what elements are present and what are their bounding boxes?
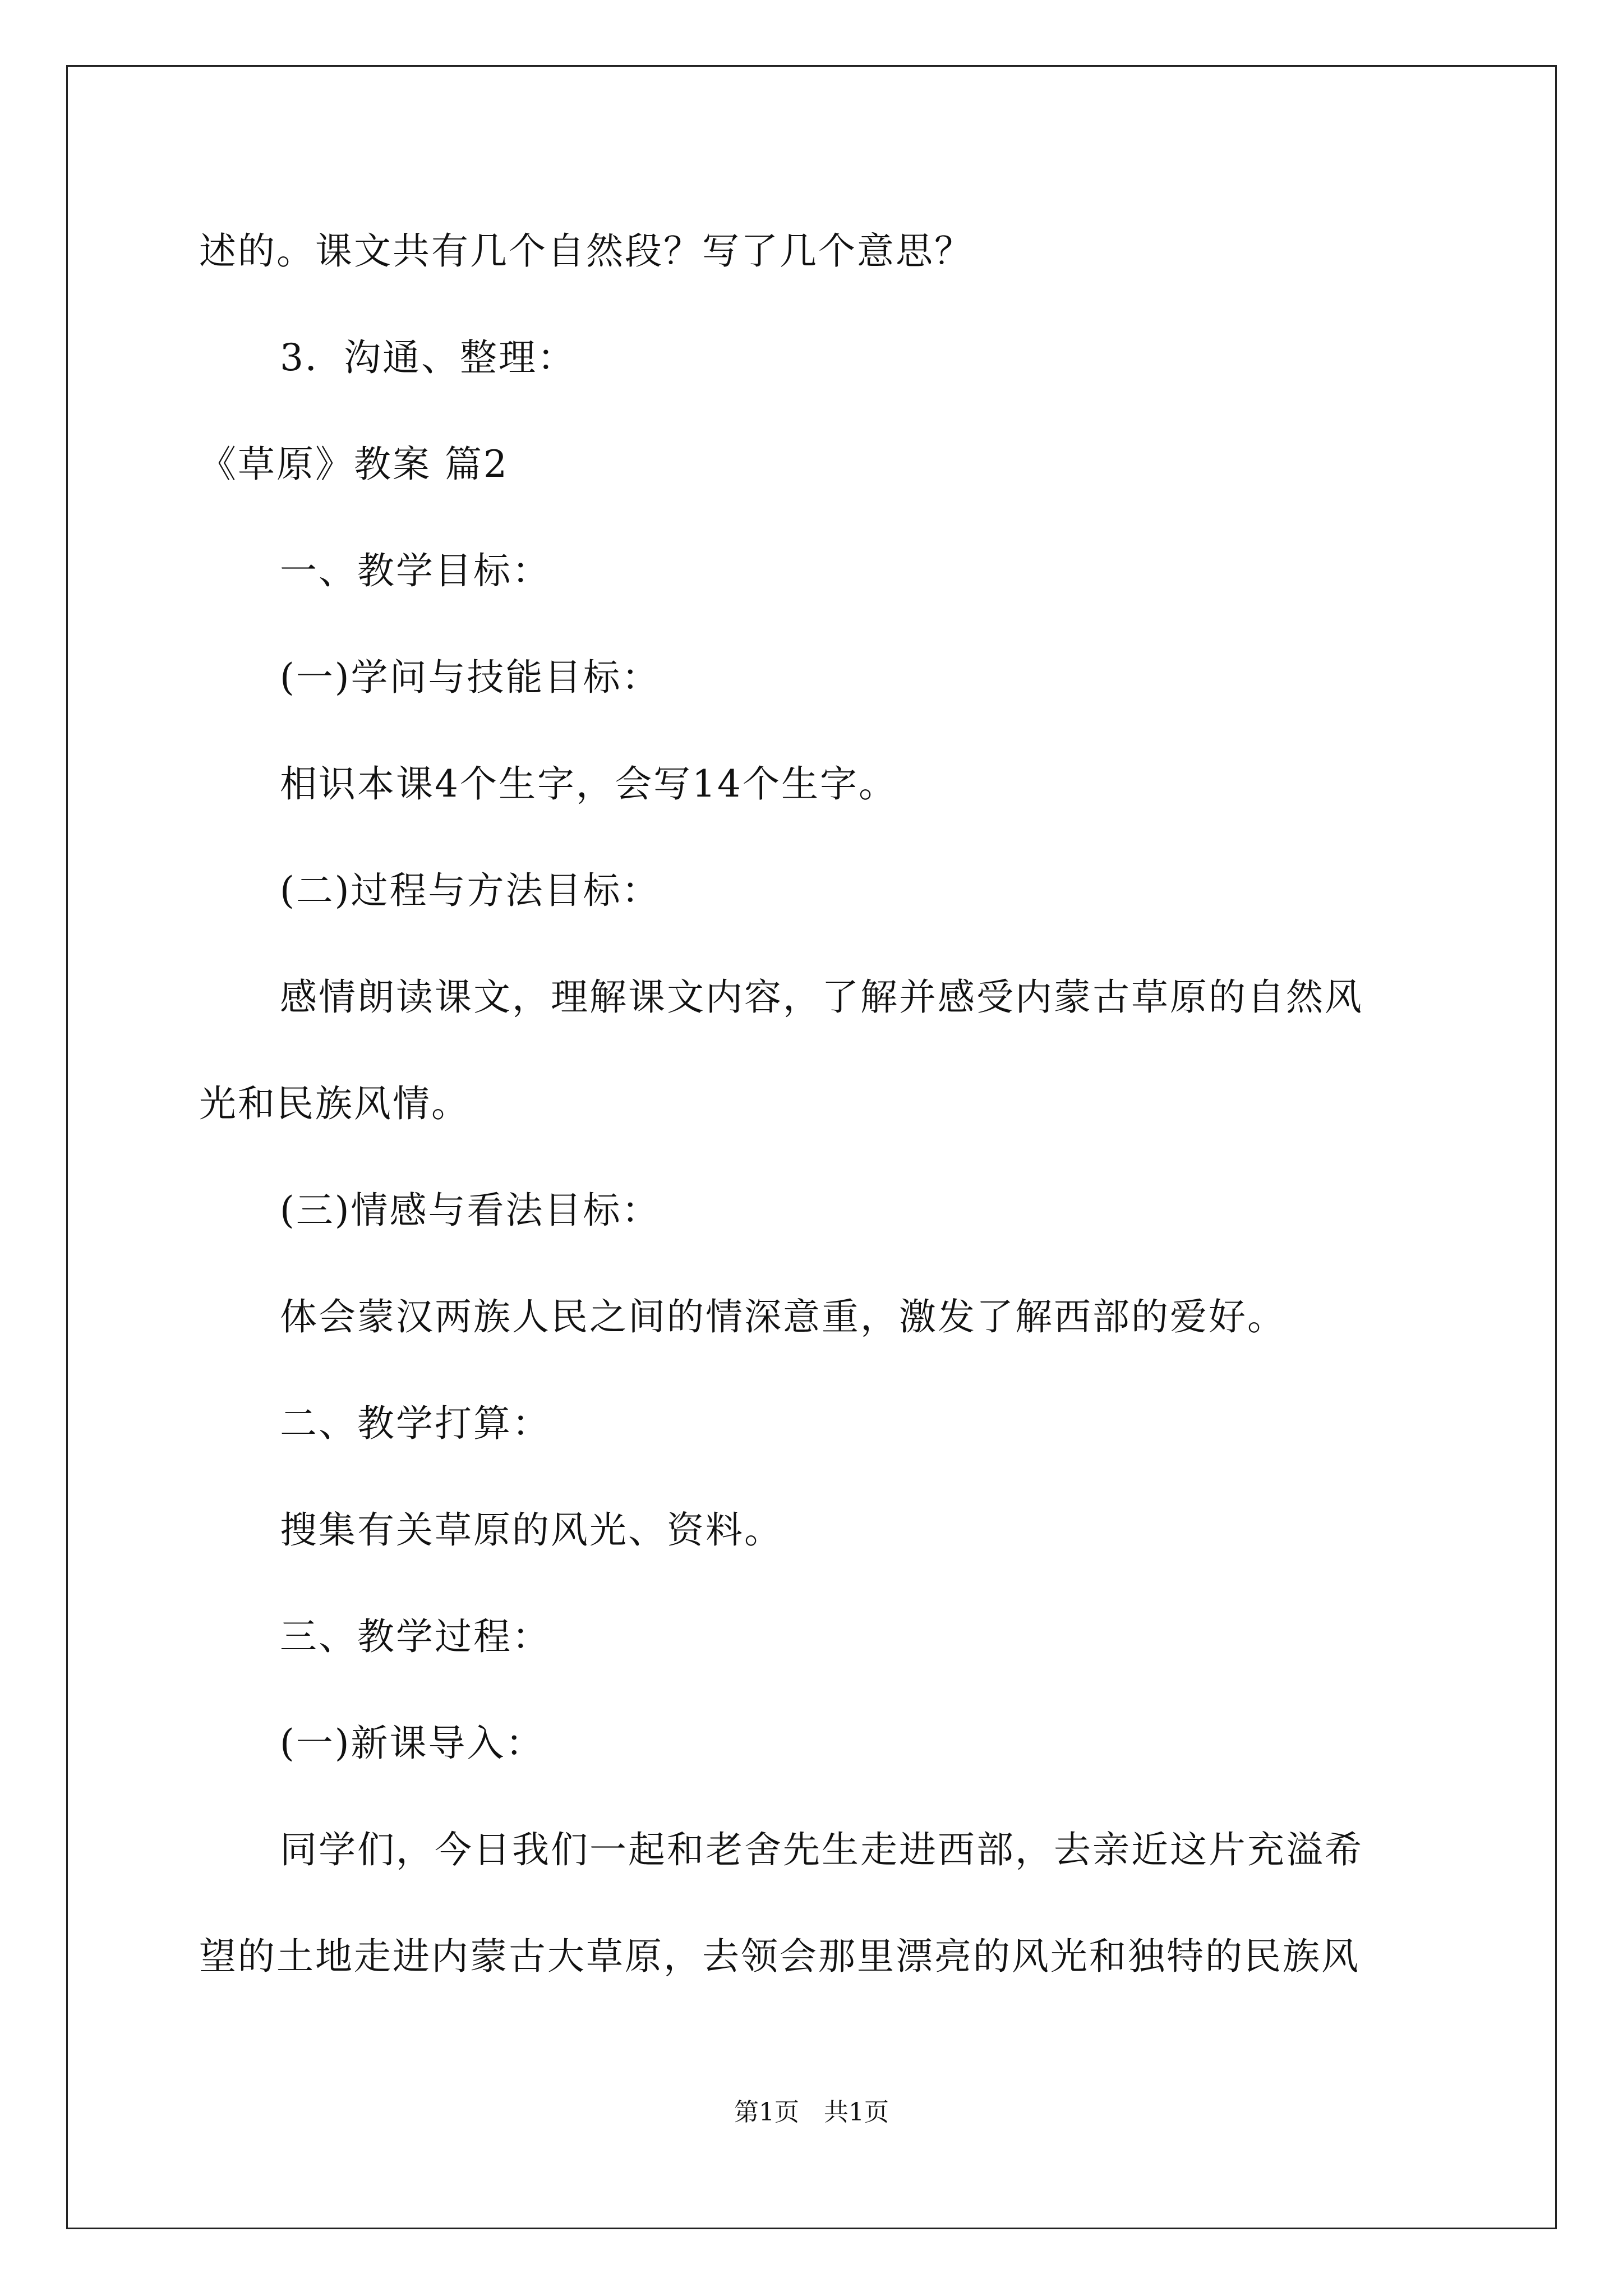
paragraph-line: 同学们，今日我们一起和老舍先生走进西部，去亲近这片充溢希: [280, 1828, 1363, 1871]
page-border: [66, 65, 1557, 2229]
paragraph-line: (一)学问与技能目标：: [280, 656, 661, 699]
paragraph-line: 搜集有关草原的风光、资料。: [280, 1508, 783, 1552]
paragraph-line: 三、教学过程：: [280, 1615, 551, 1658]
paragraph-line: 望的土地走进内蒙古大草原，去领会那里漂亮的风光和独特的民族风: [199, 1935, 1360, 1978]
paragraph-line: 一、教学目标：: [280, 549, 551, 592]
paragraph-line: (三)情感与看法目标：: [280, 1189, 661, 1232]
paragraph-line: 光和民族风情。: [199, 1082, 470, 1125]
page-number: 第1页 共1页: [734, 2098, 889, 2127]
section-heading: 《草原》教案 篇2: [199, 443, 509, 486]
paragraph-line: 体会蒙汉两族人民之间的情深意重，激发了解西部的爱好。: [280, 1295, 1286, 1338]
paragraph-line: (一)新课导入：: [280, 1722, 545, 1765]
paragraph-line: (二)过程与方法目标：: [280, 869, 661, 912]
paragraph-line: 二、教学打算：: [280, 1402, 551, 1445]
paragraph-line: 述的。课文共有几个自然段？写了几个意思？: [199, 229, 973, 273]
paragraph-line: 相识本课4个生字，会写14个生字。: [280, 762, 897, 806]
paragraph-line: 3．沟通、整理：: [280, 336, 576, 379]
paragraph-line: 感情朗读课文，理解课文内容，了解并感受内蒙古草原的自然风: [280, 976, 1363, 1019]
